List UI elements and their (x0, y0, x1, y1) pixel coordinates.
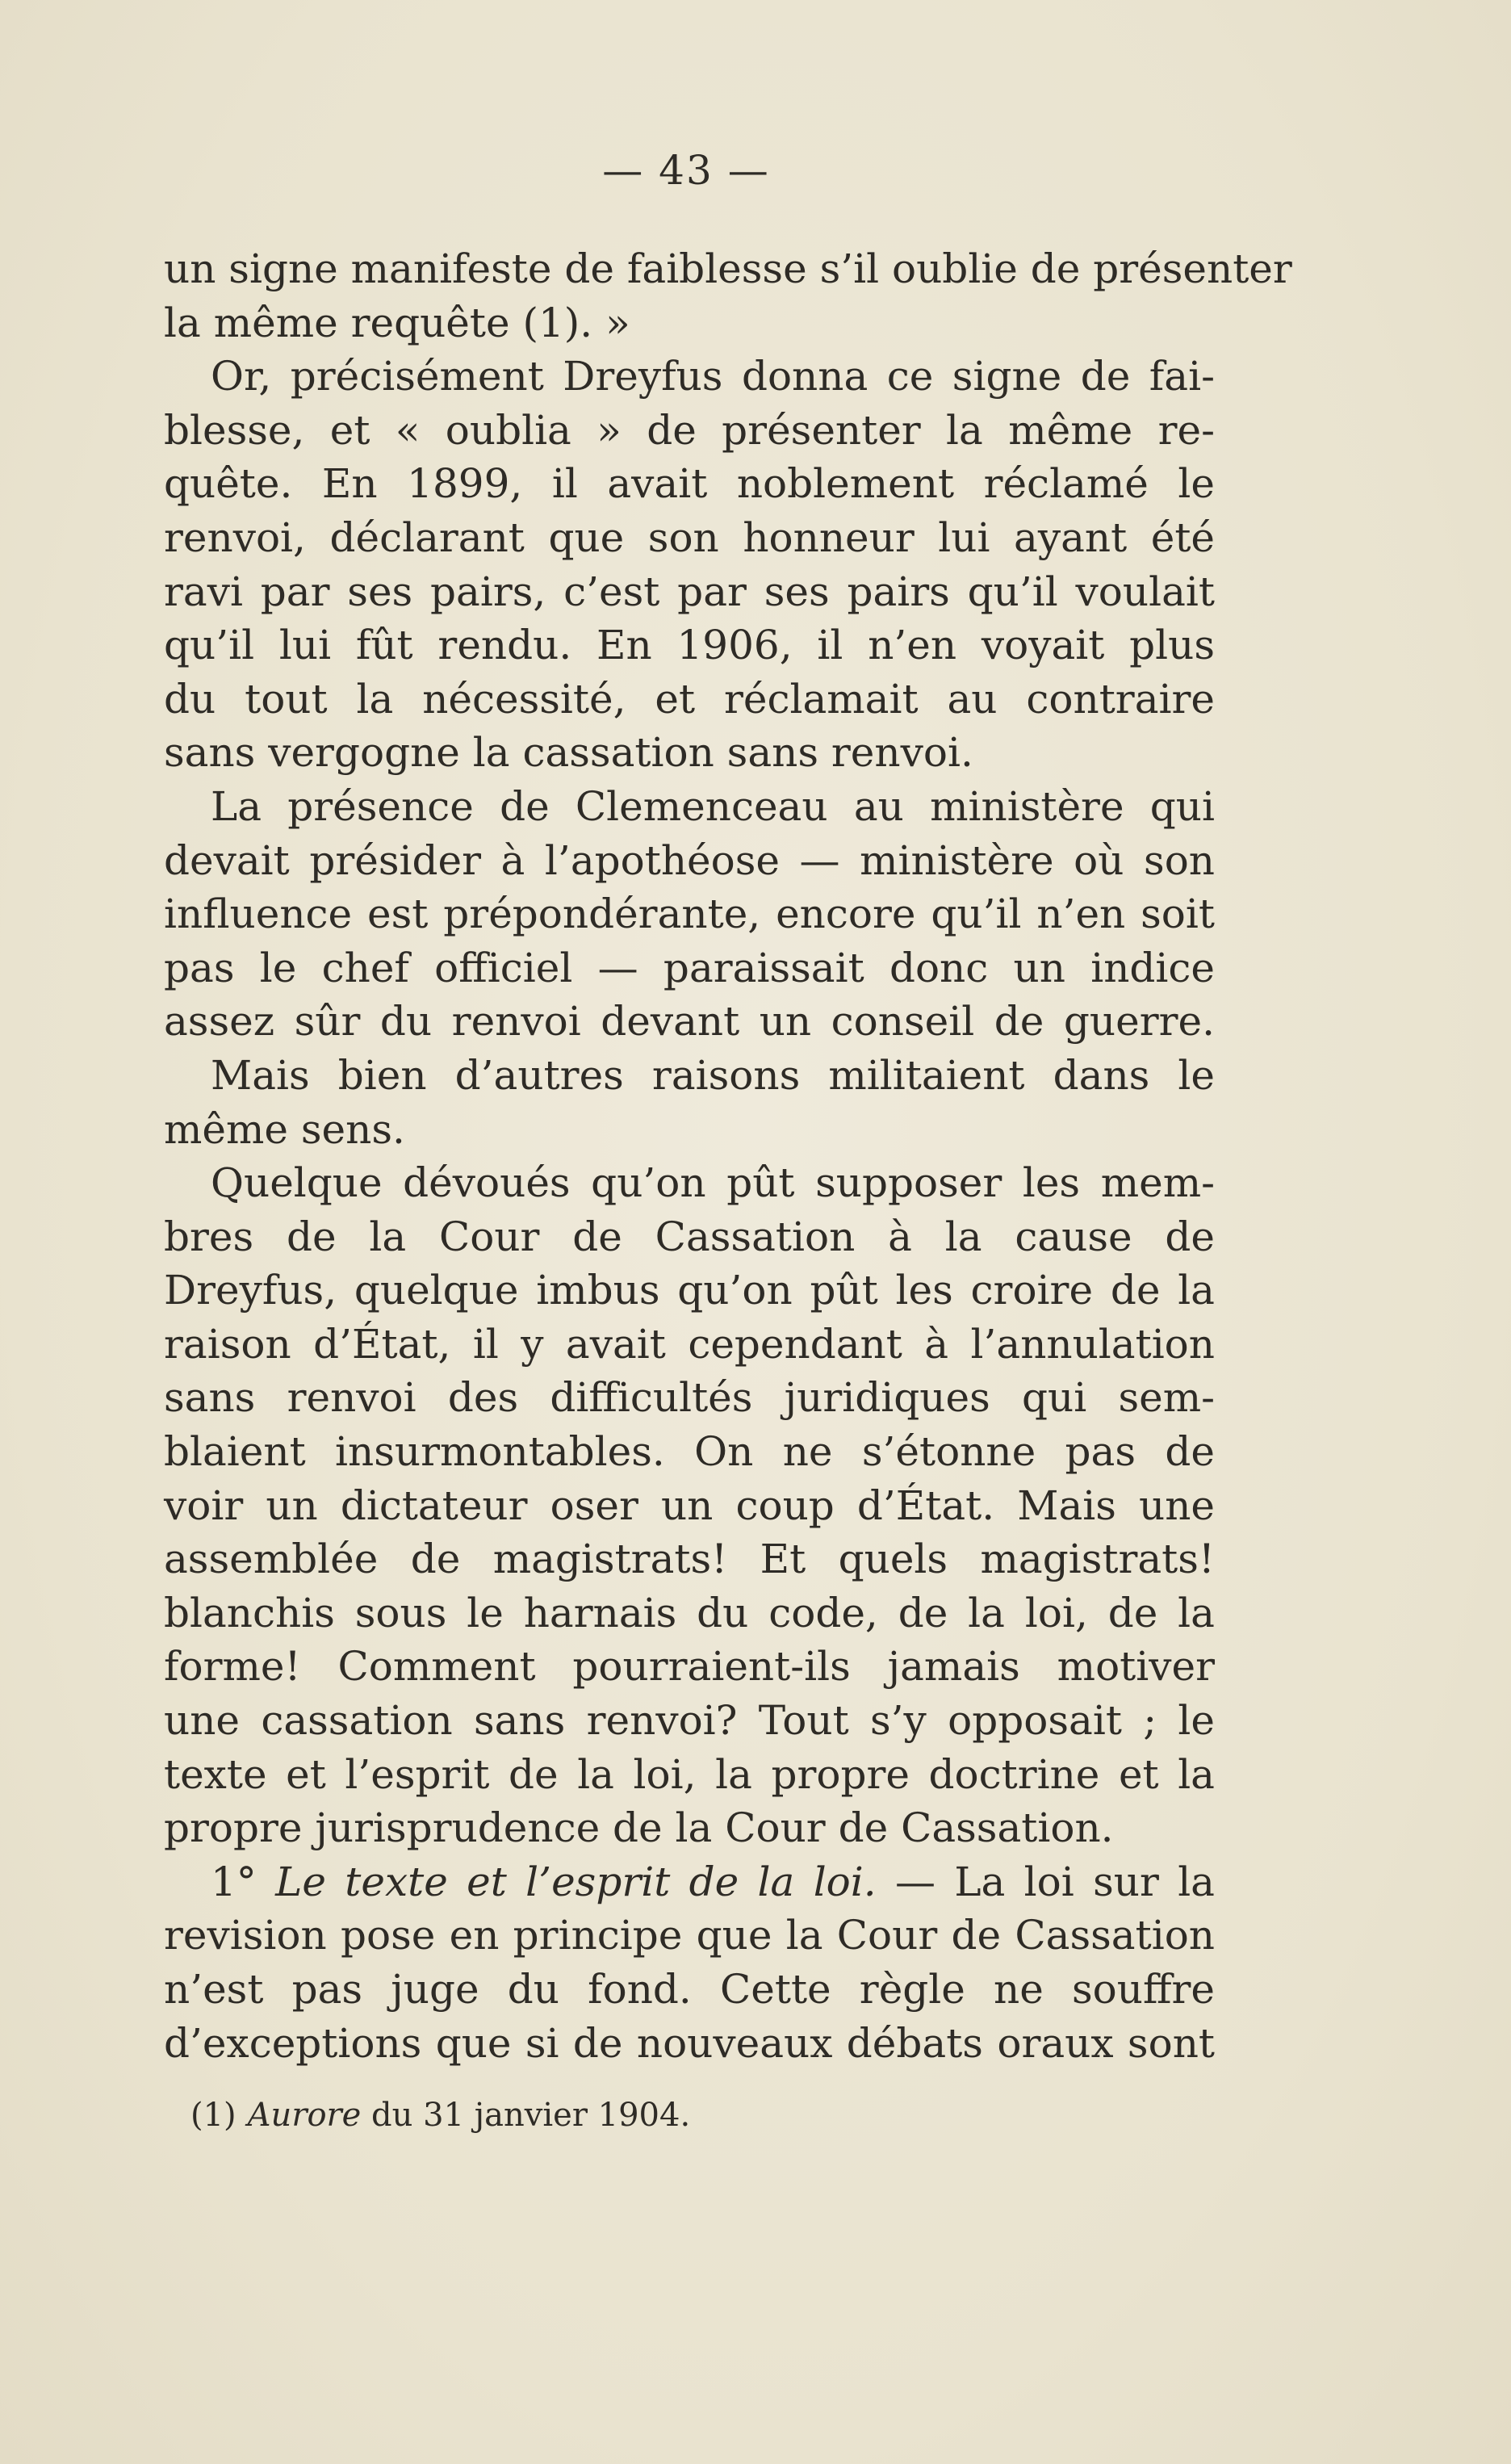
footnote (190, 2097, 690, 2134)
text-line: la même requête (1). » (164, 299, 630, 346)
text-line: influence est prépondérante, encore qu’il n’en soit (164, 890, 1215, 938)
text-line: Or, précisément Dreyfus donna ce signe de fai- (211, 353, 1215, 400)
text-line: sans vergogne la cassation sans renvoi. (164, 729, 973, 777)
text-line: pas le chef officiel — paraissait donc un indice (164, 944, 1215, 991)
text-line: ravi par ses pairs, c’est par ses pairs qu’il voulait (164, 568, 1215, 615)
text-line: propre jurisprudence de la Cour de Cassation. (164, 1804, 1114, 1852)
text-line: devait présider à l’apothéose — ministère où son (164, 836, 1215, 884)
text-line: forme! Comment pourraient-ils jamais motiver (164, 1643, 1215, 1691)
text-line: quête. En 1899, il avait noblement réclamé le (164, 460, 1215, 508)
text-line: assemblée de magistrats! Et quels magistrats! (164, 1536, 1215, 1583)
text-line: raison d’État, il y avait cependant à l’annulation (164, 1320, 1215, 1368)
text-line: Quelque dévoués qu’on pût supposer les mem- (211, 1159, 1215, 1207)
text-line: sans renvoi des difficultés juridiques qui sem- (164, 1374, 1215, 1422)
body-text (164, 242, 1292, 2070)
text-line: assez sûr du renvoi devant un conseil de guerre. (164, 998, 1215, 1046)
text-line: voir un dictateur oser un coup d’État. Mais une (164, 1481, 1215, 1529)
text-line: d’exceptions que si de nouveaux débats oraux sont (164, 2019, 1215, 2067)
text-line: renvoi, déclarant que son honneur lui ayant été (164, 513, 1215, 561)
text-line: revision pose en principe que la Cour de Cassation (164, 1912, 1215, 1959)
text-line: n’est pas juge du fond. Cette règle ne souffre (164, 1966, 1215, 2013)
text-line: texte et l’esprit de la loi, la propre doctrine et la (164, 1750, 1215, 1798)
text-line: un signe manifeste de faiblesse s’il oublie de présenter (164, 245, 1292, 292)
text-line: La présence de Clemenceau au ministère qui (211, 782, 1215, 830)
text-line: blanchis sous le harnais du code, de la loi, de la (164, 1589, 1215, 1636)
text-line: Mais bien d’autres raisons militaient dans le (211, 1051, 1215, 1099)
page-number: — 43 — (602, 147, 770, 194)
text-line: bres de la Cour de Cassation à la cause de (164, 1213, 1215, 1260)
text-line: même sens. (164, 1105, 405, 1153)
text-line: du tout la nécessité, et réclamait au contraire (164, 675, 1215, 723)
text-line: blaient insurmontables. On ne s’étonne pas de (164, 1428, 1215, 1476)
footnote-marker: (1) (190, 2097, 236, 2134)
footnote-text: du 31 janvier 1904. (371, 2097, 691, 2134)
text-line: blesse, et « oublia » de présenter la même re- (164, 406, 1215, 454)
text-line: qu’il lui fût rendu. En 1906, il n’en voyait plus (164, 622, 1215, 669)
paragraph-title: Le texte et l’esprit de la loi. (275, 1858, 877, 1905)
text-line: une cassation sans renvoi? Tout s’y opposait ; le (164, 1697, 1215, 1745)
text-line: Dreyfus, quelque imbus qu’on pût les croire de la (164, 1267, 1215, 1314)
paragraph-number: 1° (211, 1858, 257, 1905)
paragraph-rest: — La loi sur la (895, 1858, 1215, 1905)
numbered-paragraph-heading (164, 1855, 1215, 1909)
footnote-source: Aurore (247, 2097, 362, 2134)
